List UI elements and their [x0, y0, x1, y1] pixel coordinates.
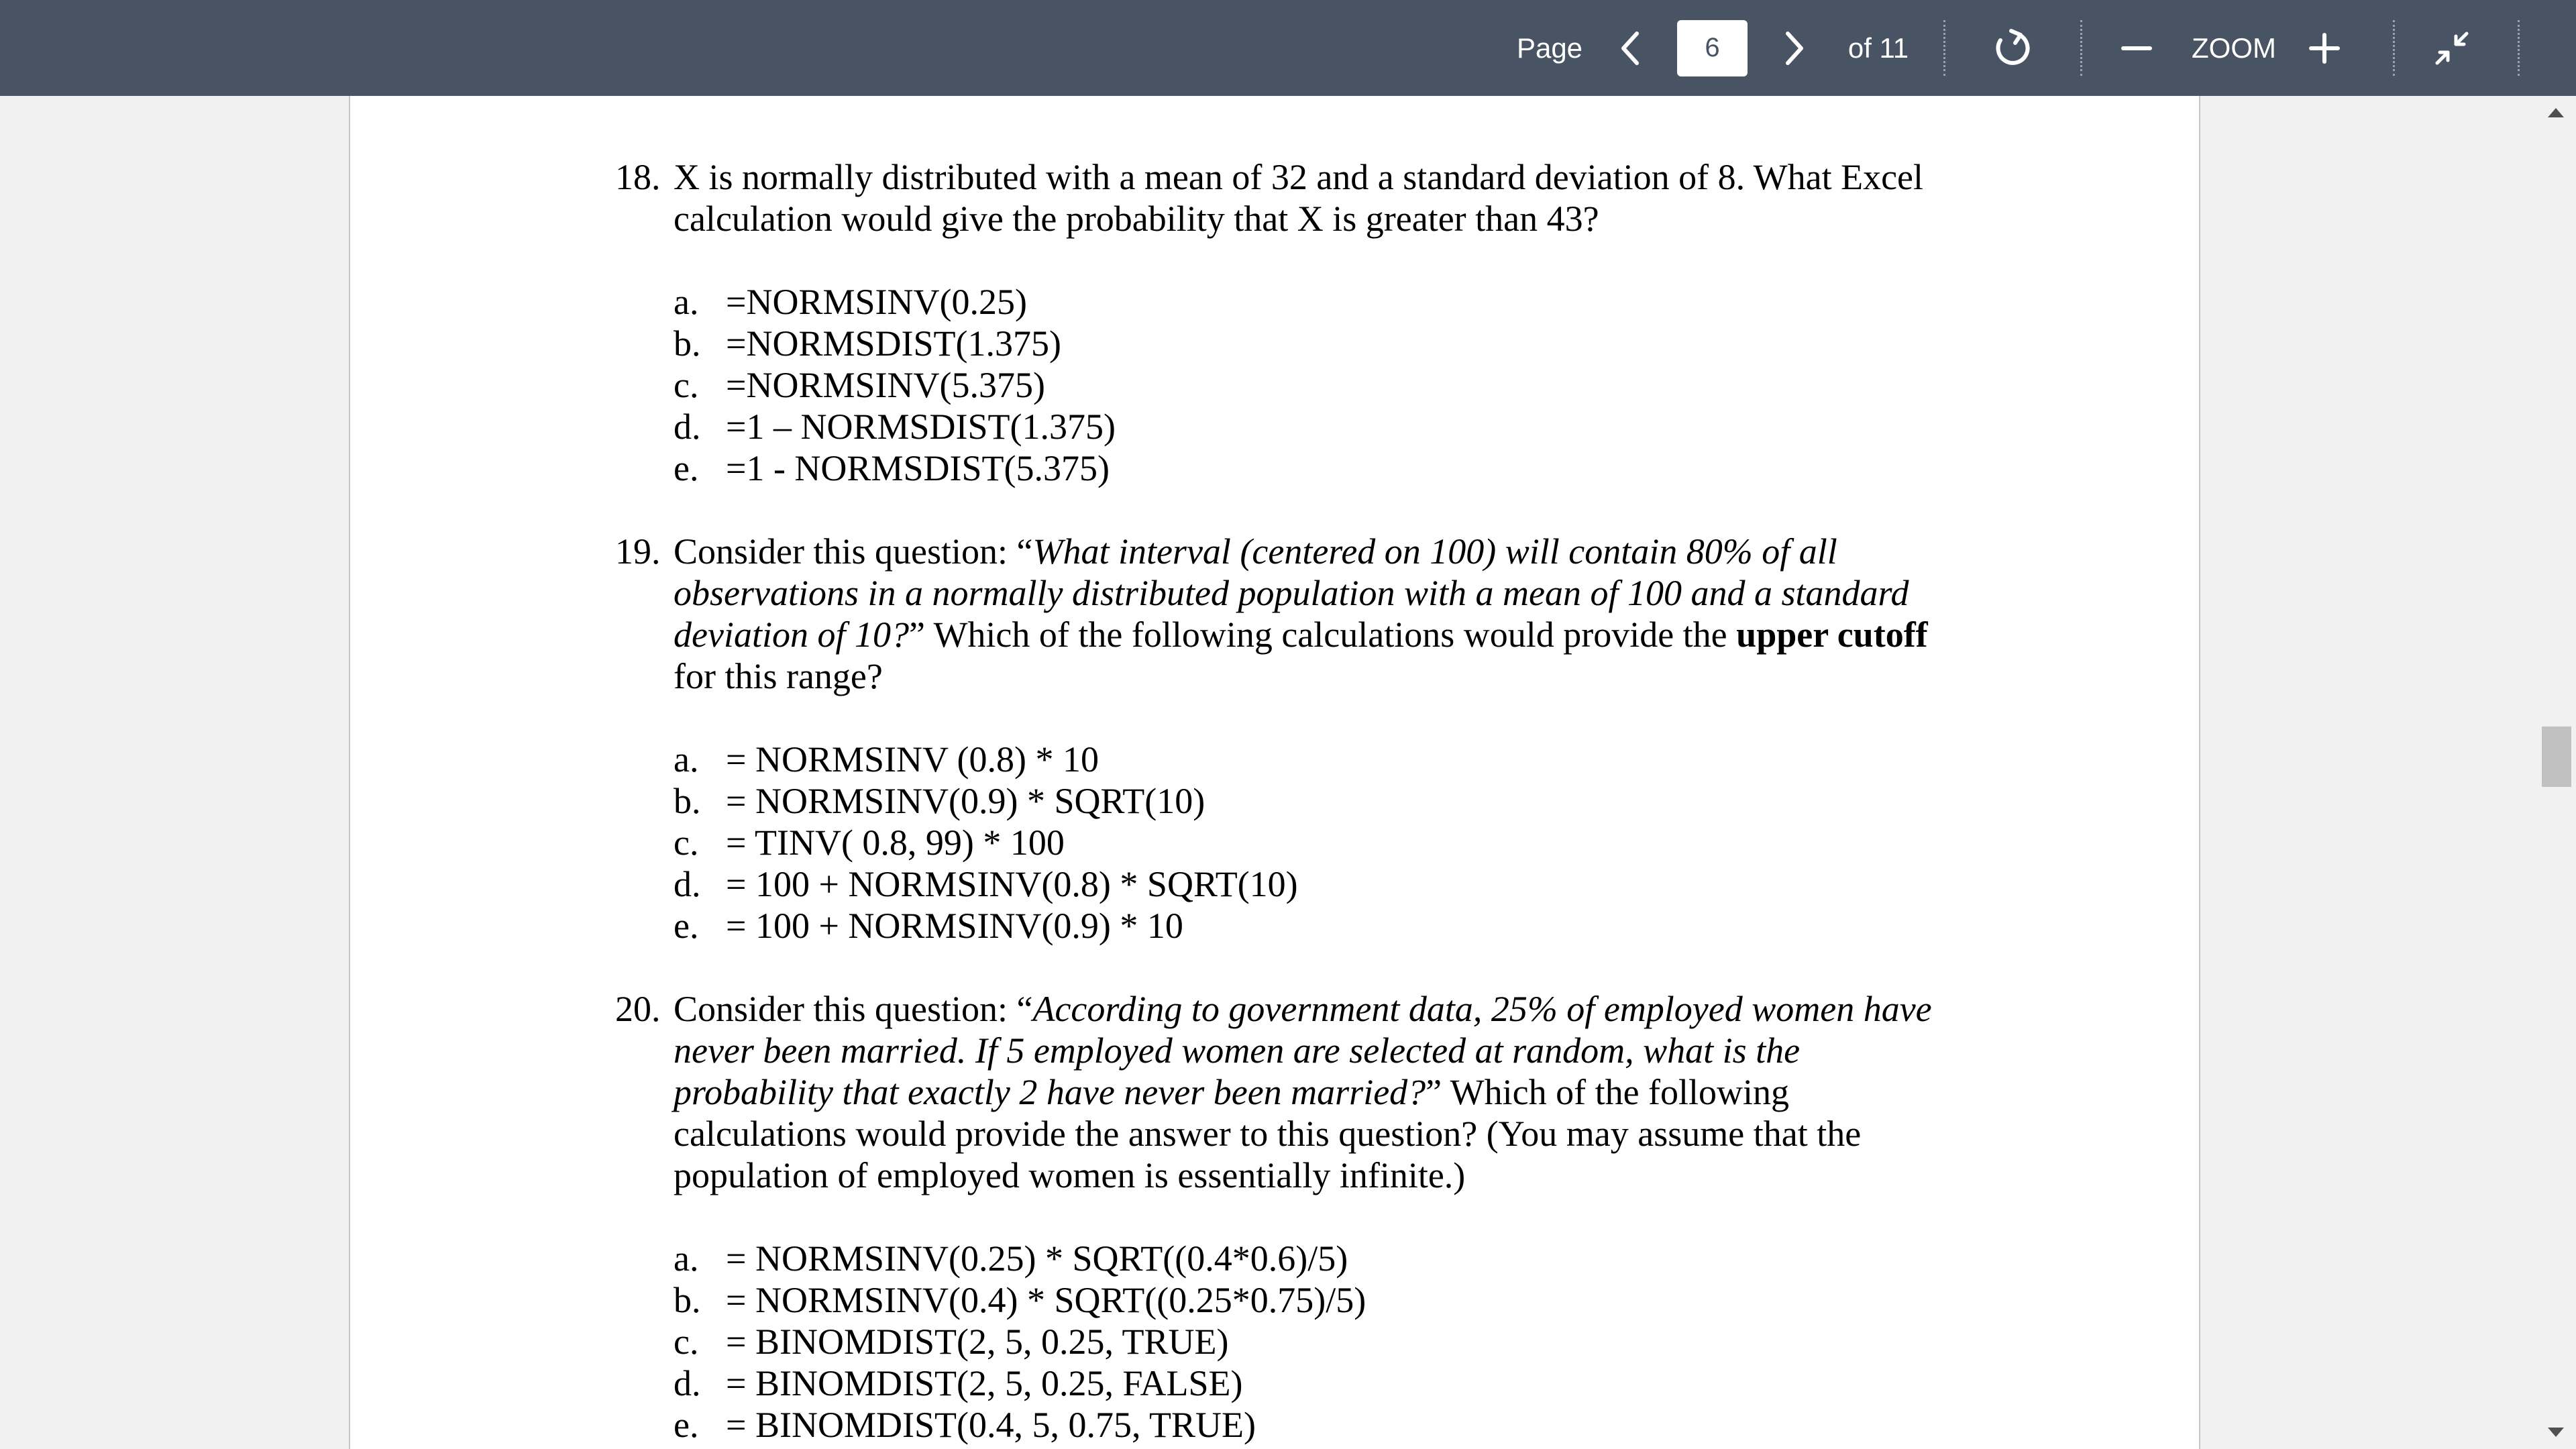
choice-letter: b. [674, 1280, 701, 1320]
answer-choice [674, 1362, 1960, 1404]
question-text-italic: What interval (centered on 100) will contain 80% of all observations in a normally distributed population with a mean of 100 and a standard deviation of 10? [674, 531, 1909, 655]
choice-text: = 100 + NORMSINV(0.9) * 10 [726, 906, 1183, 946]
scroll-down-arrow-icon[interactable] [2548, 1428, 2564, 1437]
answer-choice [674, 281, 1960, 323]
answer-choices [674, 281, 1960, 489]
question-19 [615, 531, 1960, 947]
answer-choice [674, 1404, 1960, 1446]
choice-text: =1 – NORMSDIST(1.375) [726, 407, 1116, 447]
previous-page-button[interactable] [1607, 0, 1654, 96]
answer-choice [674, 1321, 1960, 1362]
toolbar-divider [2393, 20, 2395, 76]
answer-choice [674, 323, 1960, 364]
question-number: 18. [615, 157, 661, 197]
question-text [674, 156, 1960, 239]
scrollbar-thumb[interactable] [2542, 727, 2571, 787]
choice-letter: b. [674, 781, 701, 821]
question-text-pre: Consider this question: “ [674, 989, 1033, 1029]
question-20 [615, 988, 1960, 1446]
question-text [674, 531, 1960, 697]
choice-text: =NORMSDIST(1.375) [726, 323, 1061, 364]
choice-text: = NORMSINV(0.4) * SQRT((0.25*0.75)/5) [726, 1280, 1366, 1320]
choice-letter: a. [674, 282, 699, 322]
choice-text: =1 - NORMSDIST(5.375) [726, 448, 1110, 488]
question-text-post: for this range? [674, 656, 883, 696]
question-text-italic: According to government data, 25% of employed women have never been married. If 5 employed women are selected at random, what is the probability that exactly 2 have never been married? [674, 989, 1932, 1112]
choice-letter: e. [674, 1405, 699, 1445]
answer-choice [674, 780, 1960, 822]
answer-choices [674, 739, 1960, 947]
page-label-text: Page [1516, 32, 1583, 64]
choice-text: = NORMSINV (0.8) * 10 [726, 739, 1099, 780]
answer-choice [674, 364, 1960, 406]
zoom-out-button[interactable] [2113, 0, 2160, 96]
question-text-pre: Consider this question: “ [674, 531, 1033, 572]
choice-letter: e. [674, 906, 699, 946]
vertical-scrollbar[interactable] [2534, 96, 2576, 1449]
choice-letter: c. [674, 1322, 699, 1362]
choice-letter: b. [674, 323, 701, 364]
answer-choice [674, 1279, 1960, 1321]
chevron-left-icon [1617, 28, 1644, 68]
answer-choice [674, 863, 1960, 905]
choice-text: =NORMSINV(0.25) [726, 282, 1027, 322]
question-18 [615, 156, 1960, 489]
question-text-bold: upper cutoff [1736, 614, 1928, 655]
choice-text: = TINV( 0.8, 99) * 100 [726, 822, 1065, 863]
answer-choice [674, 905, 1960, 947]
answer-choices [674, 1238, 1960, 1446]
choice-text: = BINOMDIST(0.4, 5, 0.75, TRUE) [726, 1405, 1256, 1445]
question-text-body: X is normally distributed with a mean of 32 and a standard deviation of 8. What Excel calculation would give the probability that X is greater than 43? [674, 157, 1924, 239]
rotate-button[interactable] [1982, 0, 2043, 96]
minus-icon [2121, 32, 2153, 64]
answer-choice [674, 1238, 1960, 1279]
rotate-icon [1991, 27, 2034, 70]
choice-letter: c. [674, 822, 699, 863]
answer-choice [674, 447, 1960, 489]
page-number-input[interactable] [1677, 20, 1748, 76]
page-content [615, 156, 1960, 1449]
document-page [349, 96, 2200, 1449]
answer-choice [674, 822, 1960, 863]
page-count-label [1835, 0, 1922, 96]
choice-letter: e. [674, 448, 699, 488]
zoom-label-text: ZOOM [2192, 32, 2276, 64]
exit-fullscreen-button[interactable] [2422, 0, 2482, 96]
zoom-label [2187, 0, 2281, 96]
answer-choice [674, 739, 1960, 780]
chevron-right-icon [1781, 28, 1808, 68]
question-number: 20. [615, 989, 661, 1029]
choice-text: = NORMSINV(0.9) * SQRT(10) [726, 781, 1205, 821]
answer-choice [674, 406, 1960, 447]
page-count-text: of 11 [1847, 32, 1909, 64]
page-number-field [1677, 0, 1748, 96]
scroll-up-arrow-icon[interactable] [2548, 108, 2564, 117]
toolbar-divider [2080, 20, 2082, 76]
choice-letter: d. [674, 1363, 701, 1403]
toolbar-divider [2518, 20, 2520, 76]
choice-text: = BINOMDIST(2, 5, 0.25, TRUE) [726, 1322, 1229, 1362]
choice-letter: a. [674, 1238, 699, 1279]
question-number: 19. [615, 531, 661, 572]
choice-letter: a. [674, 739, 699, 780]
choice-letter: d. [674, 407, 701, 447]
document-viewer [0, 96, 2576, 1449]
choice-text: = BINOMDIST(2, 5, 0.25, FALSE) [726, 1363, 1243, 1403]
collapse-icon [2432, 28, 2472, 68]
pdf-toolbar [0, 0, 2576, 96]
choice-letter: c. [674, 365, 699, 405]
question-text-mid: ” Which of the following calculations would provide the [908, 614, 1737, 655]
choice-text: =NORMSINV(5.375) [726, 365, 1045, 405]
toolbar-divider [1943, 20, 1945, 76]
next-page-button[interactable] [1771, 0, 1818, 96]
page-label [1503, 0, 1597, 96]
choice-text: = 100 + NORMSINV(0.8) * SQRT(10) [726, 864, 1298, 904]
question-text [674, 988, 1960, 1196]
question-text-post: ” Which of the following calculations would provide the answer to this question? (You may assume that the population of employed women is essentially infinite.) [674, 1072, 1862, 1195]
plus-icon [2308, 32, 2341, 64]
choice-letter: d. [674, 864, 701, 904]
zoom-in-button[interactable] [2301, 0, 2348, 96]
choice-text: = NORMSINV(0.25) * SQRT((0.4*0.6)/5) [726, 1238, 1348, 1279]
